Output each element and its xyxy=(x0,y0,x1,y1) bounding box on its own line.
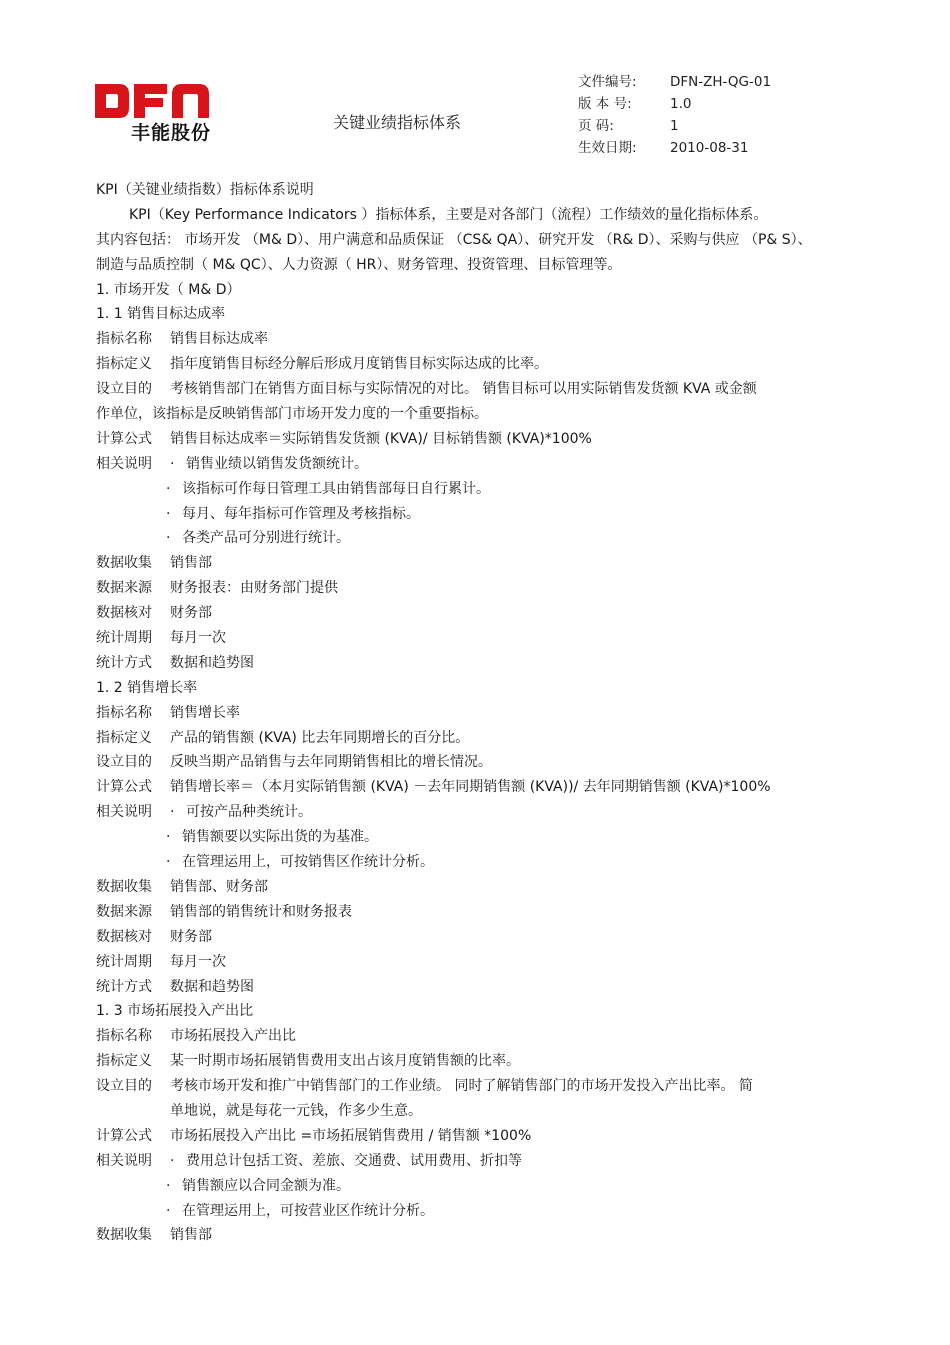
field-label: 指标名称 xyxy=(96,1028,152,1045)
bullet: · xyxy=(166,1177,171,1194)
field-label: 相关说明 xyxy=(96,804,152,821)
section-heading: 1. 市场开发（ M& D） xyxy=(96,281,241,298)
subsection-heading: 1. 1 销售目标达成率 xyxy=(96,306,226,323)
field-purpose xyxy=(96,750,866,775)
field-definition xyxy=(96,726,866,751)
field-label: 数据收集 xyxy=(96,555,152,572)
field-method xyxy=(96,975,866,1000)
field-label: 相关说明 xyxy=(96,455,152,472)
note-line xyxy=(96,825,866,850)
field-indicator-name xyxy=(96,701,866,726)
field-label: 数据收集 xyxy=(96,1227,152,1244)
field-value: 考核销售部门在销售方面目标与实际情况的对比。 销售目标可以用实际销售发货额 KVA 或金额 xyxy=(170,381,757,398)
field-label: 统计周期 xyxy=(96,630,152,647)
field-value: 市场拓展投入产出比 xyxy=(170,1028,296,1045)
meta-label: 版 本 号: xyxy=(578,96,632,112)
field-label: 设立目的 xyxy=(96,1078,152,1095)
bullet: · xyxy=(170,804,175,821)
field-value: 市场拓展投入产出比 =市场拓展销售费用 / 销售额 *100% xyxy=(170,1127,532,1144)
bullet: · xyxy=(166,829,171,846)
meta-label: 页 码: xyxy=(578,118,614,134)
field-label: 指标名称 xyxy=(96,704,152,721)
field-value: 销售部 xyxy=(170,1227,212,1244)
note-line xyxy=(96,1174,866,1199)
logo-cn-text: 丰能股份 xyxy=(131,122,212,144)
field-value: 销售部的销售统计和财务报表 xyxy=(170,903,352,920)
field-value: 数据和趋势图 xyxy=(170,654,254,671)
field-value: 财务部 xyxy=(170,928,212,945)
field-value: 销售增长率＝（本月实际销售额 (KVA) －去年同期销售额 (KVA))/ 去年同期销售额 (KVA)*100% xyxy=(170,779,771,796)
field-notes xyxy=(96,452,866,477)
document-title: 关键业绩指标体系 xyxy=(333,113,462,132)
field-data-collection xyxy=(96,551,866,576)
field-notes xyxy=(96,800,866,825)
field-label: 计算公式 xyxy=(96,779,152,796)
bullet: · xyxy=(170,1152,175,1169)
field-label: 数据收集 xyxy=(96,878,152,895)
field-value: 销售目标达成率 xyxy=(170,331,268,348)
field-label: 计算公式 xyxy=(96,430,152,447)
note-line xyxy=(96,477,866,502)
field-purpose xyxy=(96,377,866,402)
meta-value: 1.0 xyxy=(670,96,692,112)
meta-row-effective-date xyxy=(578,137,771,159)
field-value: 某一时期市场拓展销售费用支出占该月度销售额的比率。 xyxy=(170,1053,520,1070)
meta-value: 1 xyxy=(670,118,679,134)
field-value: 数据和趋势图 xyxy=(170,978,254,995)
field-value: 销售目标达成率＝实际销售发货额 (KVA)/ 目标销售额 (KVA)*100% xyxy=(170,430,592,447)
field-label: 数据核对 xyxy=(96,928,152,945)
note-item: 在管理运用上，可按营业区作统计分析。 xyxy=(182,1202,434,1219)
note-item: 每月、每年指标可作管理及考核指标。 xyxy=(182,505,420,522)
field-purpose-continued: 单地说，就是每花一元钱，作多少生意。 xyxy=(170,1102,422,1119)
field-label: 统计周期 xyxy=(96,953,152,970)
meta-label: 生效日期: xyxy=(578,140,637,156)
note-item: 销售额要以实际出货的为基准。 xyxy=(182,829,378,846)
note-line xyxy=(96,526,866,551)
field-label: 统计方式 xyxy=(96,654,152,671)
field-label: 数据来源 xyxy=(96,580,152,597)
field-period xyxy=(96,950,866,975)
note-item: 销售额应以合同金额为准。 xyxy=(182,1177,350,1194)
bullet: · xyxy=(166,480,171,497)
field-value: 每月一次 xyxy=(170,953,226,970)
field-definition xyxy=(96,1049,866,1074)
bullet: · xyxy=(166,854,171,871)
field-data-collection xyxy=(96,1223,866,1248)
field-purpose-continued: 作单位，该指标是反映销售部门市场开发力度的一个重要指标。 xyxy=(96,406,488,423)
company-logo xyxy=(93,82,213,144)
field-value: 财务报表：由财务部门提供 xyxy=(170,580,338,597)
note-line xyxy=(96,502,866,527)
field-label: 相关说明 xyxy=(96,1152,152,1169)
intro-paragraph: KPI（Key Performance Indicators ）指标体系，主要是对各部门（流程）工作绩效的量化指标体系。 xyxy=(129,206,768,223)
meta-value: 2010-08-31 xyxy=(670,140,749,156)
field-formula xyxy=(96,427,866,452)
document-body xyxy=(96,178,866,1248)
field-period xyxy=(96,626,866,651)
field-label: 数据来源 xyxy=(96,903,152,920)
intro-scope-line: 制造与品质控制（ M& QC）、人力资源（ HR）、财务管理、投资管理、目标管理等。 xyxy=(96,256,622,273)
field-value: 反映当期产品销售与去年同期销售相比的增长情况。 xyxy=(170,754,492,771)
field-data-source xyxy=(96,900,866,925)
field-label: 指标名称 xyxy=(96,331,152,348)
meta-value: DFN-ZH-QG-01 xyxy=(670,74,772,90)
intro-heading: KPI（关键业绩指数）指标体系说明 xyxy=(96,182,314,198)
field-label: 统计方式 xyxy=(96,978,152,995)
note-line xyxy=(96,1199,866,1224)
meta-label: 文件编号: xyxy=(578,74,637,90)
field-value: 每月一次 xyxy=(170,630,226,647)
field-label: 计算公式 xyxy=(96,1127,152,1144)
field-value: 指年度销售目标经分解后形成月度销售目标实际达成的比率。 xyxy=(170,356,548,373)
subsection-heading: 1. 2 销售增长率 xyxy=(96,679,198,696)
field-value: 销售部、财务部 xyxy=(170,878,268,895)
note-item: 销售业绩以销售发货额统计。 xyxy=(186,455,368,472)
bullet: · xyxy=(166,505,171,522)
field-value: 销售增长率 xyxy=(170,704,240,721)
field-data-collection xyxy=(96,875,866,900)
field-value: 考核市场开发和推广中销售部门的工作业绩。 同时了解销售部门的市场开发投入产出比率。 简 xyxy=(170,1078,753,1095)
field-label: 设立目的 xyxy=(96,381,152,398)
field-indicator-name xyxy=(96,327,866,352)
note-item: 各类产品可分别进行统计。 xyxy=(182,530,350,547)
note-item: 在管理运用上，可按销售区作统计分析。 xyxy=(182,854,434,871)
field-notes xyxy=(96,1149,866,1174)
note-item: 费用总计包括工资、差旅、交通费、试用费用、折扣等 xyxy=(186,1152,522,1169)
note-line xyxy=(96,850,866,875)
document-meta xyxy=(578,71,771,159)
field-value: 产品的销售额 (KVA) 比去年同期增长的百分比。 xyxy=(170,729,470,746)
field-label: 指标定义 xyxy=(96,729,152,746)
bullet: · xyxy=(166,1202,171,1219)
field-label: 指标定义 xyxy=(96,1053,152,1070)
note-item: 可按产品种类统计。 xyxy=(186,804,312,821)
intro-scope-line: 其内容包括： 市场开发 （M& D）、用户满意和品质保证 （CS& QA）、研究开发 （R& D）、采购与供应 （P& S）、 xyxy=(96,231,812,248)
meta-row-doc-number xyxy=(578,71,771,93)
field-purpose xyxy=(96,1074,866,1099)
field-value: 销售部 xyxy=(170,555,212,572)
meta-row-page xyxy=(578,115,771,137)
field-value: 财务部 xyxy=(170,605,212,622)
field-data-verify xyxy=(96,601,866,626)
field-label: 设立目的 xyxy=(96,754,152,771)
field-data-verify xyxy=(96,925,866,950)
subsection-heading: 1. 3 市场拓展投入产出比 xyxy=(96,1003,254,1020)
field-label: 指标定义 xyxy=(96,356,152,373)
field-formula xyxy=(96,1124,866,1149)
field-definition xyxy=(96,352,866,377)
field-label: 数据核对 xyxy=(96,605,152,622)
bullet: · xyxy=(166,530,171,547)
field-method xyxy=(96,651,866,676)
note-item: 该指标可作每日管理工具由销售部每日自行累计。 xyxy=(182,480,490,497)
field-data-source xyxy=(96,576,866,601)
dfn-logo-mark xyxy=(93,82,211,120)
bullet: · xyxy=(170,455,175,472)
field-formula xyxy=(96,775,866,800)
field-indicator-name xyxy=(96,1024,866,1049)
meta-row-version xyxy=(578,93,771,115)
